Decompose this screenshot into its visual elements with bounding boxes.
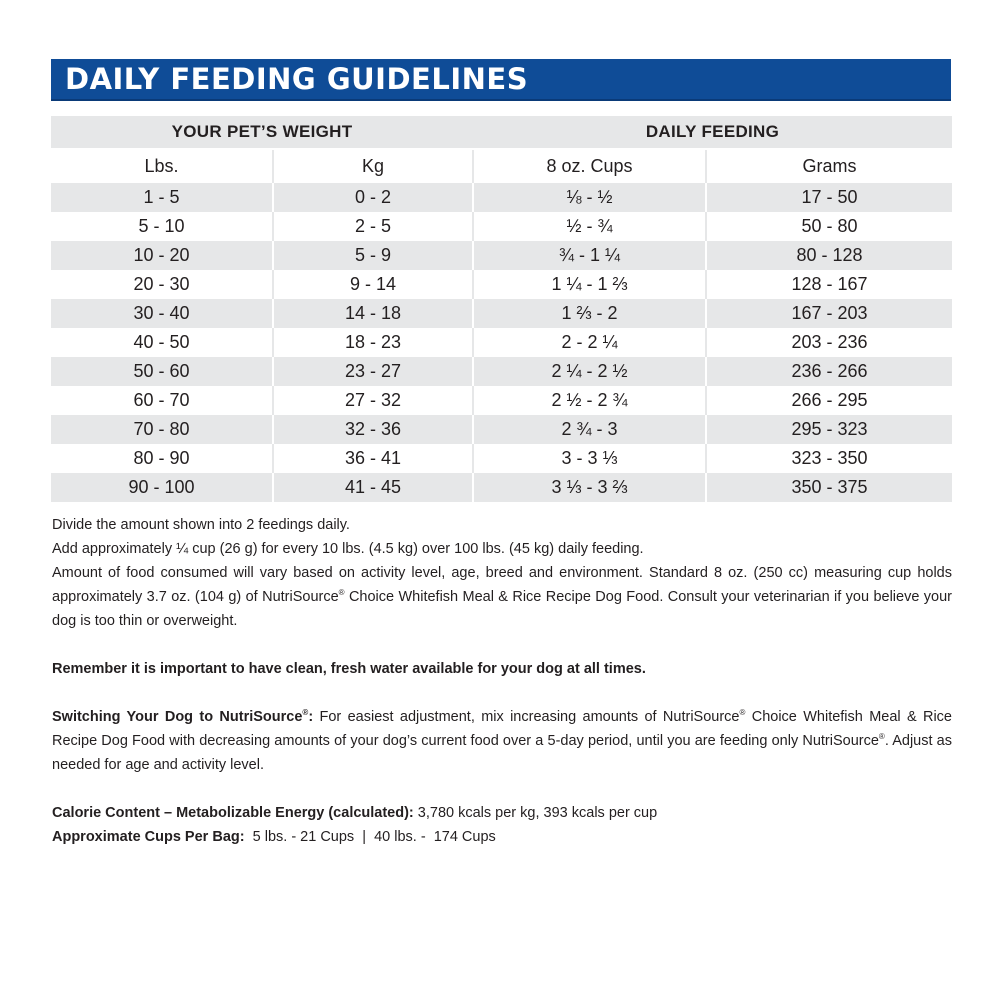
table-row (51, 299, 952, 328)
cell-lbs: 70 - 80 (51, 415, 273, 444)
cell-kg: 2 - 5 (273, 212, 473, 241)
cell-lbs: 40 - 50 (133, 332, 190, 352)
cell-kg: 5 - 9 (273, 241, 473, 270)
cell-kg: 14 - 18 (273, 299, 473, 328)
table-row (51, 212, 952, 241)
cell-grams: 350 - 375 (706, 473, 952, 502)
registered-mark: ® (739, 708, 746, 718)
table-row (51, 386, 952, 415)
cell-lbs: 80 - 90 (133, 448, 190, 468)
cell-lbs: 90 - 100 (51, 473, 273, 502)
cell-kg: 27 - 32 (273, 386, 473, 415)
cell-lbs: 5 - 10 (138, 216, 185, 236)
cell-kg: 9 - 14 (273, 270, 473, 299)
feeding-table (51, 116, 952, 502)
cell-kg: 23 - 27 (273, 357, 473, 386)
note-cups-per-bag (52, 825, 952, 849)
cell-grams: 295 - 323 (706, 415, 952, 444)
note-calorie (52, 801, 952, 825)
cell-cups: ¾ - 1 ¼ (473, 241, 706, 270)
cell-lbs: 50 - 60 (51, 357, 273, 386)
cell-lbs: 10 - 20 (51, 241, 273, 270)
cell-lbs: 1 - 5 (51, 183, 273, 212)
cups-label: Approximate Cups Per Bag: (52, 829, 245, 845)
cell-lbs: 30 - 40 (51, 299, 273, 328)
cell-cups: 1 ⅔ - 2 (473, 299, 706, 328)
column-header-kg: Kg (273, 149, 473, 183)
registered-mark: ® (878, 732, 885, 742)
feeding-notes (52, 513, 952, 849)
column-header-row (51, 149, 952, 183)
cell-grams: 323 - 350 (706, 444, 952, 473)
cell-kg: 32 - 36 (273, 415, 473, 444)
switch-label-colon: : (308, 709, 314, 725)
table-row (51, 241, 952, 270)
cell-cups: ½ - ¾ (473, 212, 706, 241)
table-row (51, 183, 952, 212)
calorie-label: Calorie Content – Metabolizable Energy (calculated): (52, 805, 414, 821)
group-header-feeding: DAILY FEEDING (473, 116, 952, 149)
cell-grams: 17 - 50 (706, 183, 952, 212)
cell-kg: 18 - 23 (273, 328, 473, 357)
table-row (51, 444, 952, 473)
group-header-row (51, 116, 952, 149)
calorie-value: 3,780 kcals per kg, 393 kcals per cup (413, 805, 658, 821)
cell-cups: 2 ¼ - 2 ½ (473, 357, 706, 386)
cell-kg: 41 - 45 (273, 473, 473, 502)
cell-kg: 36 - 41 (273, 444, 473, 473)
cell-cups: ⅛ - ½ (473, 183, 706, 212)
group-header-weight: YOUR PET’S WEIGHT (51, 116, 473, 149)
note-water: Remember it is important to have clean, fresh water available for your dog at all times. (52, 661, 646, 677)
cell-kg: 0 - 2 (273, 183, 473, 212)
table-row (51, 328, 952, 357)
table-row (51, 357, 952, 386)
cell-lbs: 60 - 70 (133, 390, 190, 410)
cell-grams: 203 - 236 (706, 328, 952, 357)
registered-mark: ® (302, 708, 309, 718)
switch-text: For easiest adjustment, mix increasing amounts of NutriSource (313, 709, 740, 725)
column-header-lbs: Lbs. (51, 149, 273, 183)
note-add-approx: Add approximately ¼ cup (26 g) for every 10 lbs. (4.5 kg) over 100 lbs. (45 kg) daily feeding. (52, 541, 644, 557)
column-header-cups: 8 oz. Cups (473, 149, 706, 183)
note-switching (52, 705, 952, 777)
cell-grams: 236 - 266 (706, 357, 952, 386)
cell-grams: 128 - 167 (706, 270, 952, 299)
cell-lbs: 20 - 30 (133, 274, 190, 294)
cell-grams: 50 - 80 (706, 212, 952, 241)
switch-label: Switching Your Dog to NutriSource (52, 709, 303, 725)
note-amount-text: Amount of food consumed will vary based on activity level, age, breed and environment. Standard 8 oz. (250 cc) measuring cup holds approximately 3.7 oz. (104 g) of NutriSource (52, 565, 952, 605)
switch-text-mid: Choice Whitefish Meal & Rice Recipe Dog Food with decreasing amounts of your dog’s current food over a 5-day period, until you are feeding only NutriSource (52, 709, 952, 749)
registered-mark: ® (338, 588, 345, 598)
title-banner (51, 59, 951, 101)
cell-cups: 1 ¼ - 1 ⅔ (473, 270, 706, 299)
table-row (51, 415, 952, 444)
cell-cups: 3 ⅓ - 3 ⅔ (473, 473, 706, 502)
cups-value: 5 lbs. - 21 Cups | 40 lbs. - 174 Cups (244, 829, 496, 845)
cell-grams: 266 - 295 (706, 386, 952, 415)
table-row (51, 270, 952, 299)
switch-text-end: . Adjust as needed for age and activity level. (52, 733, 952, 773)
cell-cups: 2 - 2 ¼ (473, 328, 706, 357)
note-amount (52, 561, 952, 633)
note-divide: Divide the amount shown into 2 feedings daily. (52, 517, 350, 533)
cell-cups: 2 ½ - 2 ¾ (473, 386, 706, 415)
table-row (51, 473, 952, 502)
cell-grams: 80 - 128 (706, 241, 952, 270)
cell-cups: 3 - 3 ⅓ (473, 444, 706, 473)
page-title: DAILY FEEDING GUIDELINES (65, 62, 529, 96)
note-amount-text-end: Choice Whitefish Meal & Rice Recipe Dog Food. Consult your veterinarian if you believe your dog is too thin or overweight. (52, 589, 952, 629)
cell-cups: 2 ¾ - 3 (473, 415, 706, 444)
column-header-grams: Grams (706, 149, 952, 183)
cell-grams: 167 - 203 (706, 299, 952, 328)
